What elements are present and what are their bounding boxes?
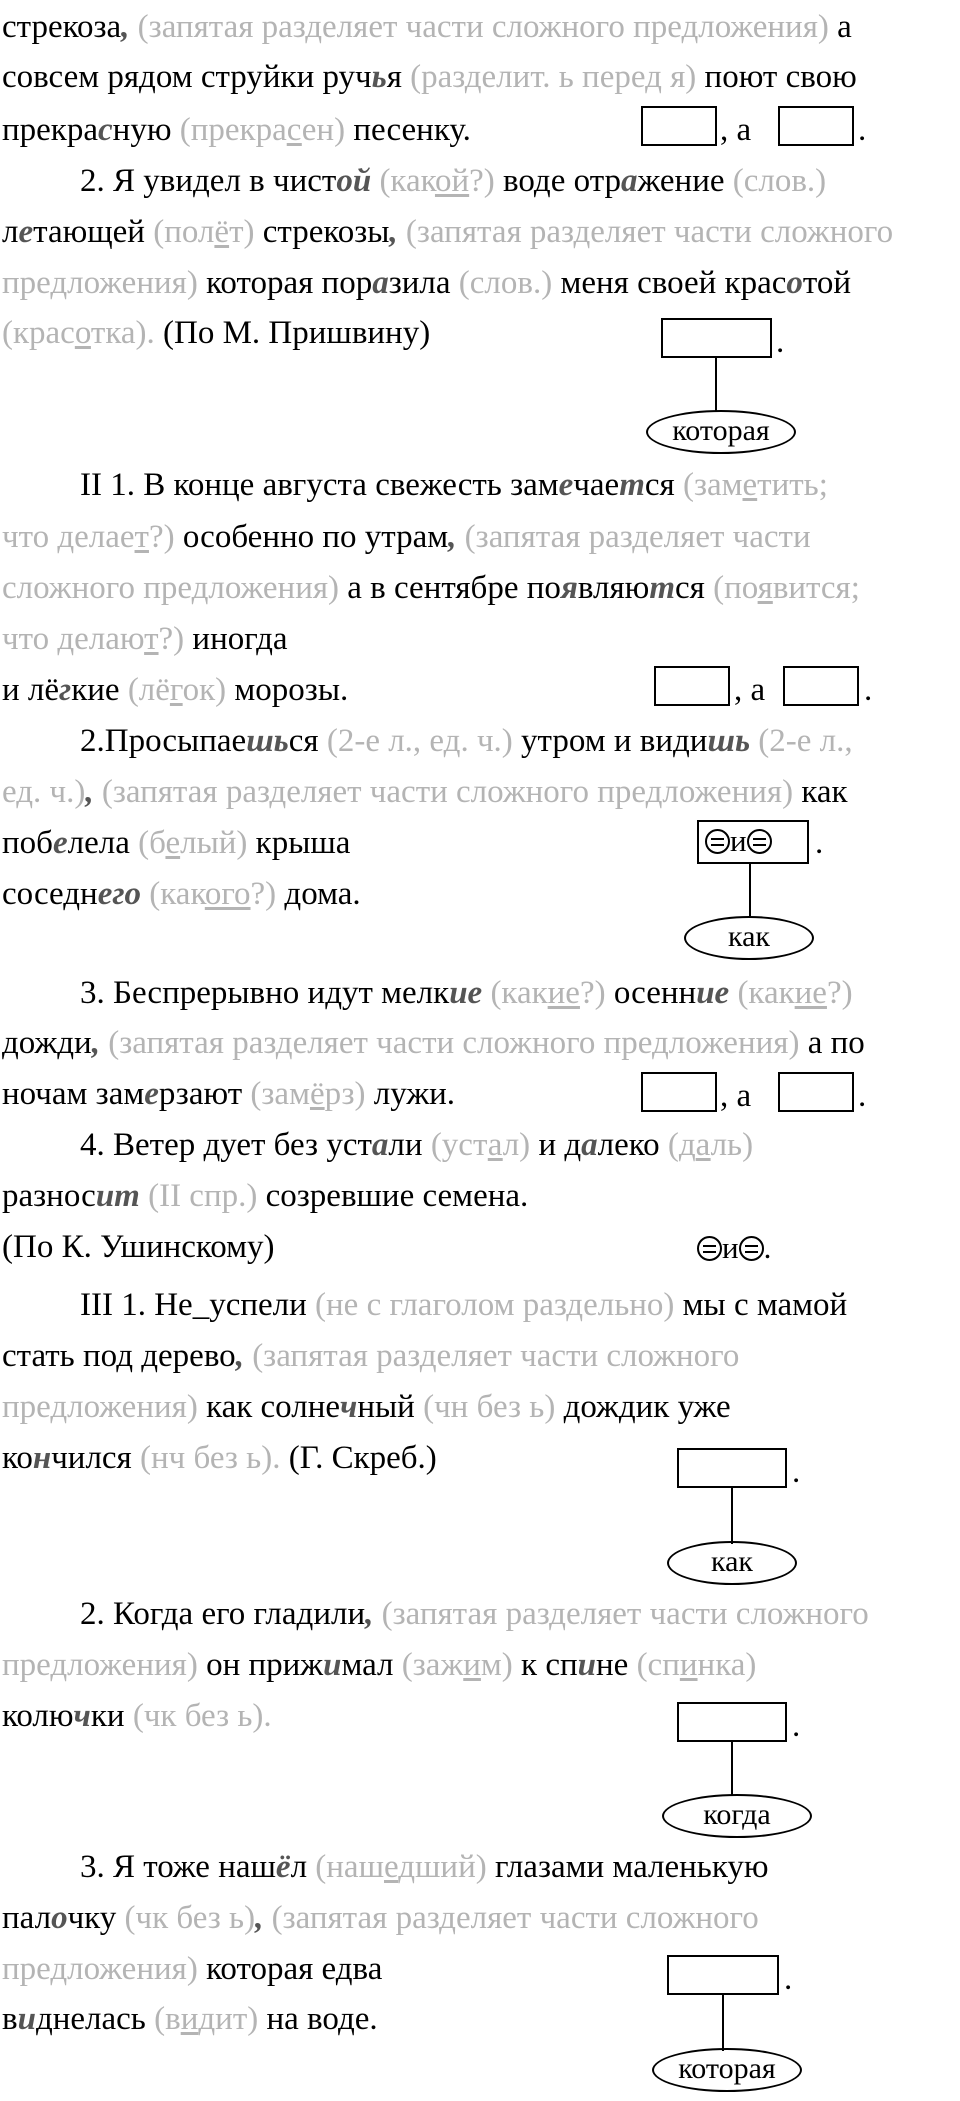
text-line: палочку (чк без ь), (запятая разделяет части сложного [2, 1900, 759, 1936]
clause-box-homogeneous: и [697, 820, 809, 864]
scheme-period: . [784, 1961, 793, 1997]
clause-box [677, 1702, 787, 1742]
text-line: колючки (чк без ь). [2, 1698, 272, 1734]
predicate-circle-icon [697, 1236, 722, 1261]
text-line: разносит (II спр.) созревшие семена. [2, 1178, 529, 1214]
text-line: виднелась (видит) на воде. [2, 2001, 378, 2037]
scheme-period: . [792, 1708, 801, 1744]
scheme-connector [749, 864, 751, 916]
text-line: совсем рядом струйки ручья (разделит. ь перед я) поют свою [2, 59, 857, 95]
clause-box [661, 318, 772, 358]
clause-box [677, 1448, 787, 1488]
text-line: прекрасную (прекрасен) песенку. [2, 112, 471, 148]
clause-box [641, 106, 717, 146]
scheme-conjunction: , а [734, 672, 766, 708]
scheme-period: . [858, 112, 867, 148]
text-line: ночам замерзают (замёрз) лужи. [2, 1076, 456, 1112]
text-line: 2. Я увидел в чистой (какой?) воде отражение (слов.) [80, 163, 827, 199]
scheme-oval: как [684, 916, 814, 960]
clause-box [667, 1955, 779, 1995]
clause-box [783, 666, 859, 706]
text-line: и лёгкие (лёгок) морозы. [2, 672, 349, 708]
scheme-connector [731, 1742, 733, 1796]
text-line: предложения) он прижимал (зажим) к спине (спинка) [2, 1647, 757, 1683]
text-line: предложения) которая едва [2, 1951, 383, 1987]
text-line: летающей (полёт) стрекозы, (запятая разделяет части сложного [2, 214, 894, 250]
scheme-period: . [776, 324, 785, 360]
scheme-conjunction: , а [720, 112, 752, 148]
predicate-circle-icon [747, 829, 772, 854]
text-line: 2. Когда его гладили, (запятая разделяет части сложного [80, 1596, 869, 1632]
clause-box [641, 1072, 717, 1112]
scheme-period: . [858, 1078, 867, 1114]
scheme-connector [722, 1995, 724, 2051]
clause-box [654, 666, 730, 706]
clause-box [778, 1072, 854, 1112]
text-line: что делают?) иногда [2, 621, 288, 657]
scheme-oval: как [667, 1541, 797, 1585]
text-line: 3. Я тоже нашёл (нашедший) глазами маленькую [80, 1849, 769, 1885]
scheme-connector [715, 358, 717, 412]
text-line: 2.Просыпаешься (2-е л., ед. ч.) утром и видишь (2-е л., [80, 723, 853, 759]
text-line: (По К. Ушинскому) [2, 1229, 275, 1265]
homogeneous-predicates-scheme: и . [697, 1228, 771, 1268]
scheme-period: . [815, 825, 824, 861]
text-line: 4. Ветер дует без устали (устал) и далеко (даль) [80, 1127, 754, 1163]
scheme-period: . [792, 1454, 801, 1490]
text-line: III 1. Не_успели (не с глаголом раздельно) мы с мамой [80, 1287, 848, 1323]
text-line: (красотка). (По М. Пришвину) [2, 315, 431, 351]
scheme-connector [731, 1488, 733, 1544]
text-line: стрекоза, (запятая разделяет части сложного предложения) а [2, 9, 852, 45]
scheme-conjunction: , а [720, 1078, 752, 1114]
predicate-circle-icon [705, 829, 730, 854]
text-line: что делает?) особенно по утрам, (запятая разделяет части [2, 519, 811, 555]
text-line: 3. Беспрерывно идут мелкие (какие?) осенние (какие?) [80, 975, 853, 1011]
text-line: побелела (белый) крыша [2, 825, 351, 861]
text-line: предложения) которая поразила (слов.) меня своей красотой [2, 265, 852, 301]
text-line: сложного предложения) а в сентябре появляются (появится; [2, 570, 860, 606]
clause-box [778, 106, 854, 146]
scheme-oval: которая [652, 2048, 802, 2092]
text-line: предложения) как солнечный (чн без ь) дождик уже [2, 1389, 731, 1425]
text-line: соседнего (какого?) дома. [2, 876, 361, 912]
text-line: дожди, (запятая разделяет части сложного предложения) а по [2, 1025, 865, 1061]
text-line: ед. ч.), (запятая разделяет части сложного предложения) как [2, 774, 848, 810]
text-line: стать под дерево, (запятая разделяет части сложного [2, 1338, 740, 1374]
scheme-oval: которая [646, 410, 796, 454]
text-line: кончился (нч без ь). (Г. Скреб.) [2, 1440, 437, 1476]
scheme-period: . [864, 672, 873, 708]
scheme-oval: когда [662, 1794, 812, 1838]
text-line: II 1. В конце августа свежесть замечается (заметить; [80, 467, 828, 503]
predicate-circle-icon [739, 1236, 764, 1261]
